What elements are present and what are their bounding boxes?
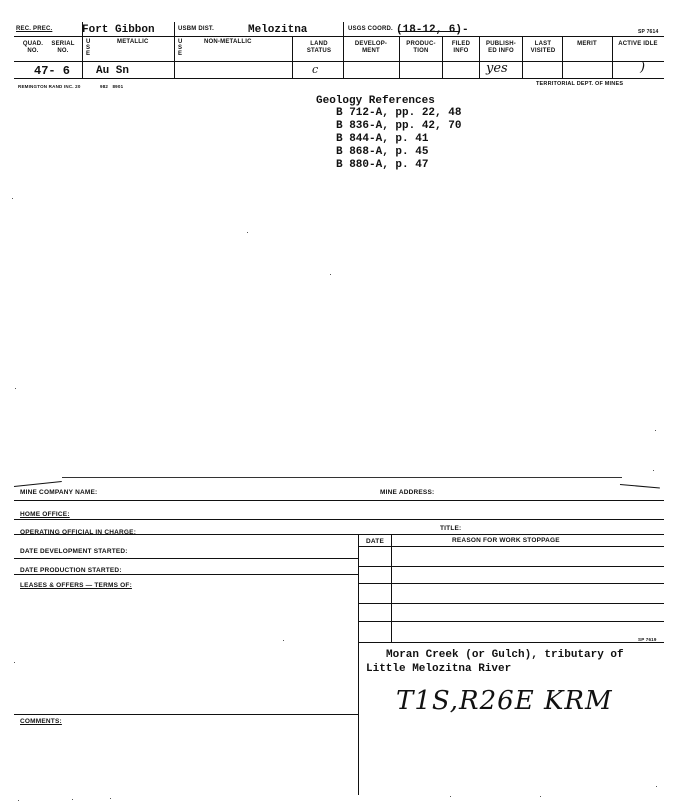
- rec-prec-label: REC. PREC.: [16, 26, 53, 32]
- printer-imprint: REMINGTON RAND INC. 20: [18, 84, 81, 89]
- metallic-label: METALLIC: [117, 39, 149, 45]
- merit-label: MERIT: [577, 41, 597, 47]
- active-idle-value: ): [640, 60, 646, 75]
- reason-column-label: REASON FOR WORK STOPPAGE: [452, 537, 560, 544]
- back-form-number: SP 7619: [638, 637, 657, 642]
- date-production-label: DATE PRODUCTION STARTED:: [20, 567, 122, 574]
- operating-official-label: OPERATING OFFICIAL IN CHARGE:: [20, 529, 137, 536]
- rec-prec-value: Fort Gibbon: [82, 24, 155, 36]
- metallic-value: Au Sn: [96, 65, 130, 77]
- reference-item: B 880-A, p. 47: [336, 159, 429, 171]
- home-office-label: HOME OFFICE:: [20, 511, 70, 518]
- date-column-label: DATE: [366, 538, 385, 545]
- production-label: PRODUC-TION: [406, 41, 436, 54]
- land-status-value: c: [312, 63, 319, 76]
- printer-codes: 982 8901: [100, 84, 124, 89]
- mine-address-label: MINE ADDRESS:: [380, 489, 435, 496]
- usbm-dist-label: USBM DIST.: [178, 26, 215, 32]
- published-info-value: yes: [486, 61, 508, 76]
- comments-label: COMMENTS:: [20, 718, 62, 725]
- usgs-coord-label: USGS COORD.: [348, 26, 393, 32]
- form-number: SP 7614: [638, 29, 659, 35]
- published-info-label: PUBLISH-ED INFO: [486, 41, 516, 54]
- last-visited-label: LAST VISITED: [530, 41, 556, 54]
- reference-item: B 844-A, p. 41: [336, 133, 429, 145]
- usgs-coord-value: (18-12, 6)-: [396, 24, 469, 36]
- reference-item: B 836-A, pp. 42, 70: [336, 120, 462, 132]
- use-letters-nonmetallic: U S E: [178, 39, 183, 57]
- reference-item: B 712-A, pp. 22, 48: [336, 107, 462, 119]
- leases-label: LEASES & OFFERS — TERMS OF:: [20, 582, 132, 589]
- filed-info-label: FILED INFO: [451, 41, 471, 54]
- reference-item: B 868-A, p. 45: [336, 146, 429, 158]
- nonmetallic-label: NON-METALLIC: [204, 39, 252, 45]
- date-development-label: DATE DEVELOPMENT STARTED:: [20, 548, 128, 555]
- location-note: Moran Creek (or Gulch), tributary of Little Melozitna River: [366, 649, 624, 675]
- mine-company-label: MINE COMPANY NAME:: [20, 489, 98, 496]
- quad-serial-value: 47- 6: [34, 64, 71, 78]
- usgs-coord-strikethrough: [398, 31, 460, 32]
- serial-label: SERIAL NO.: [51, 41, 75, 54]
- agency-imprint: TERRITORIAL DEPT. OF MINES: [536, 81, 624, 87]
- handwritten-note: T1S,R26E KRM: [396, 686, 613, 716]
- quad-label: QUAD. NO.: [22, 41, 44, 54]
- land-status-label: LAND STATUS: [306, 41, 332, 54]
- references-heading: Geology References: [316, 95, 435, 107]
- usbm-dist-value: Melozitna: [248, 24, 308, 36]
- title-label: TITLE:: [440, 525, 462, 532]
- development-label: DEVELOP-MENT: [354, 41, 388, 54]
- active-idle-label: ACTIVE IDLE: [618, 41, 658, 47]
- use-letters-metallic: U S E: [86, 39, 91, 57]
